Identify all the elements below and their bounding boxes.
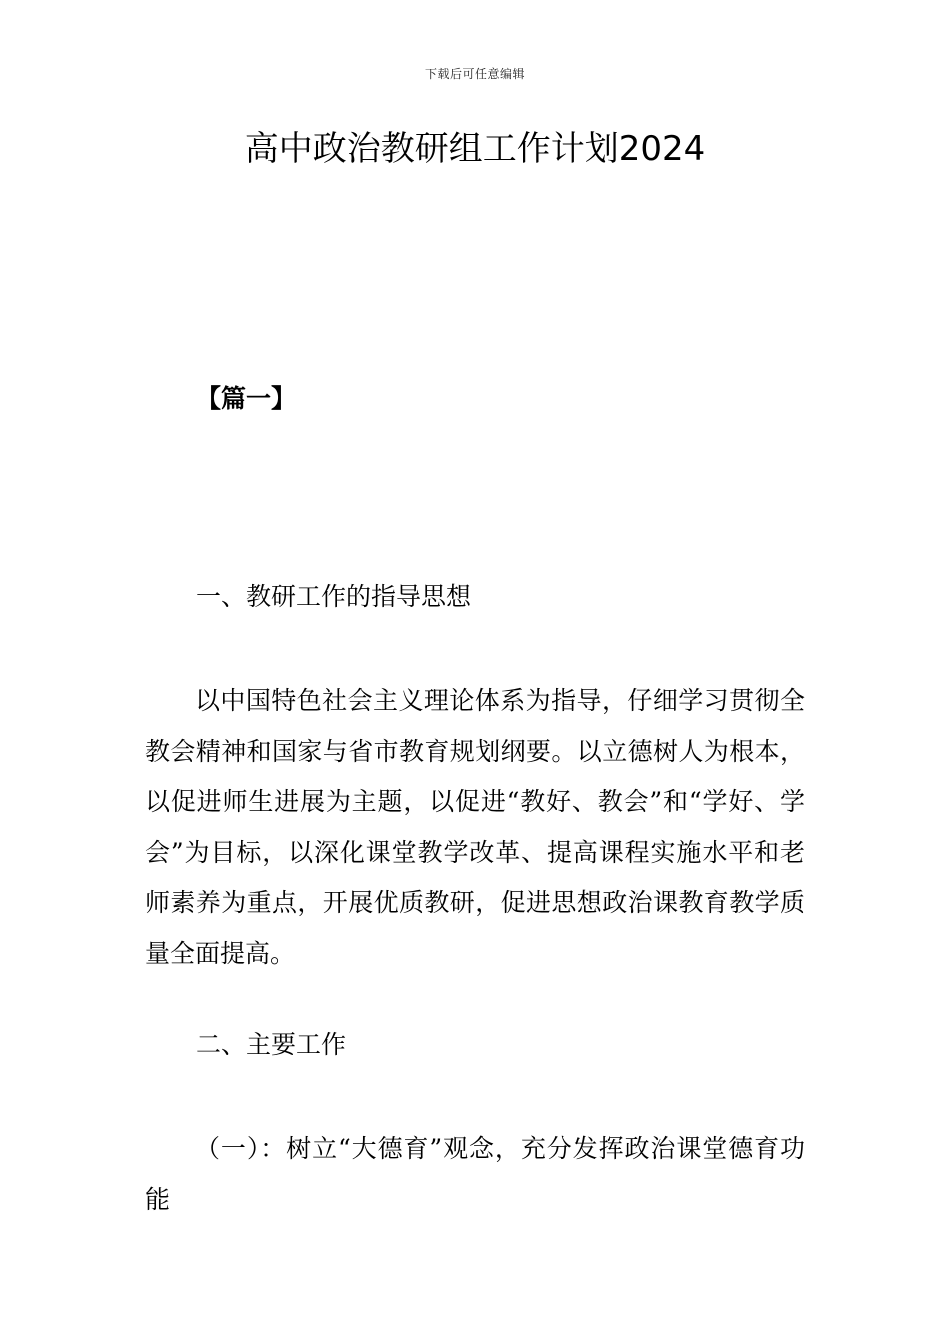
- section-label: 【篇一】: [196, 384, 297, 413]
- paragraph-main-work-item-1: （一）：树立“大德育”观念，充分发挥政治课堂德育功能: [145, 1134, 805, 1214]
- section-heading-main-work: 二、主要工作: [196, 1030, 347, 1059]
- paragraph-guiding-ideology: 以中国特色社会主义理论体系为指导，仔细学习贯彻全教会精神和国家与省市教育规划纲要。以立德树人为根本，以促进师生进展为主题，以促进“教好、教会”和“学好、学会”为目标，以深化课堂教学改革、提高课程实施水平和老师素养为重点，开展优质教研，促进思想政治课教育教学质量全面提高。: [145, 686, 805, 968]
- section-heading-guiding-ideology: 一、教研工作的指导思想: [196, 582, 472, 611]
- document-title: 高中政治教研组工作计划2024: [244, 129, 706, 169]
- header-note: 下载后可任意编辑: [424, 67, 525, 81]
